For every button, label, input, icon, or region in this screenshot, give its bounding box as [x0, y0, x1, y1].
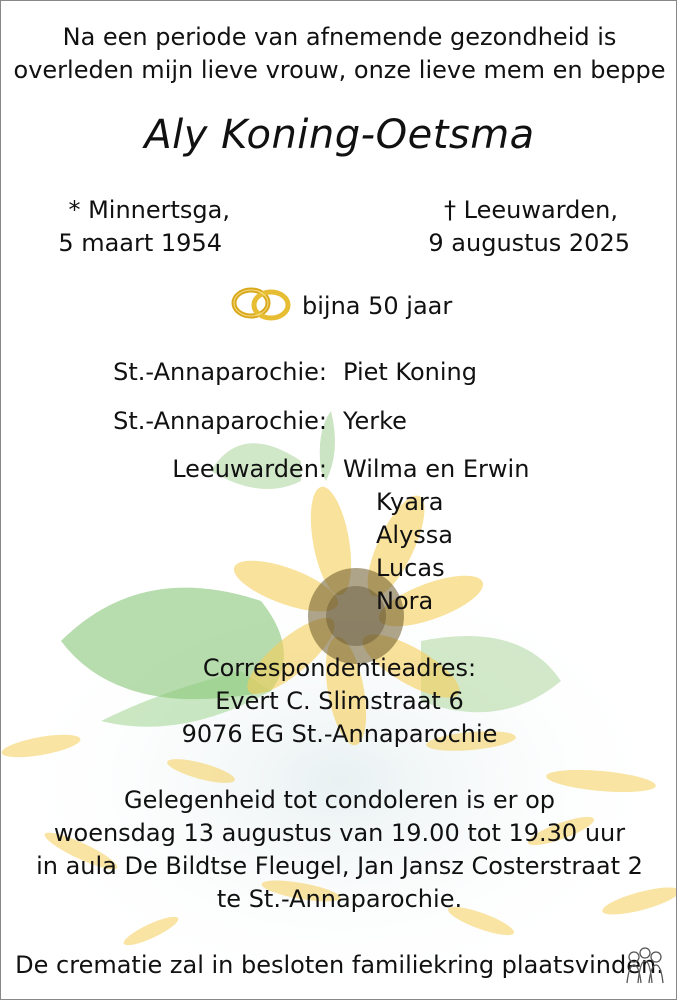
- condolence-line-2: woensdag 13 augustus van 19.00 tot 19.30 uur: [53, 819, 626, 847]
- publisher-logo-icon: [621, 943, 669, 991]
- intro-line-2: overleden mijn lieve vrouw, onze lieve mem en beppe: [13, 56, 666, 84]
- death-date: 9 augustus 2025: [428, 229, 630, 257]
- marriage-duration: bijna 50 jaar: [302, 292, 453, 320]
- birth-place: * Minnertsga,: [68, 196, 230, 224]
- grandchild-name: Lucas: [376, 554, 445, 582]
- family-name-2: Yerke: [343, 407, 407, 435]
- death-place: † Leeuwarden,: [444, 196, 618, 224]
- condolence-line-1: Gelegenheid tot condoleren is er op: [123, 786, 555, 814]
- family-place-2: St.-Annaparochie:: [113, 407, 327, 435]
- family-name-1: Piet Koning: [343, 358, 477, 386]
- family-place-1: St.-Annaparochie:: [113, 358, 327, 386]
- correspondence-label: Correspondentieadres:: [202, 654, 477, 682]
- family-place-3: Leeuwarden:: [172, 455, 327, 483]
- cremation-notice: De crematie zal in besloten familiekring plaatsvinden.: [15, 951, 664, 979]
- intro-line-1: Na een periode van afnemende gezondheid is: [62, 23, 617, 51]
- grandchild-name: Nora: [376, 587, 434, 615]
- birth-date: 5 maart 1954: [58, 229, 222, 257]
- family-name-3: Wilma en Erwin: [343, 455, 530, 483]
- grandchild-name: Alyssa: [376, 521, 454, 549]
- wedding-rings-icon: [229, 283, 295, 325]
- deceased-name: Aly Koning-Oetsma: [144, 112, 535, 158]
- correspondence-street: Evert C. Slimstraat 6: [215, 687, 464, 715]
- correspondence-postal: 9076 EG St.-Annaparochie: [181, 720, 498, 748]
- condolence-line-3: in aula De Bildtse Fleugel, Jan Jansz Costerstraat 2: [36, 852, 643, 880]
- grandchild-name: Kyara: [376, 488, 444, 516]
- condolence-line-4: te St.-Annaparochie.: [216, 885, 463, 913]
